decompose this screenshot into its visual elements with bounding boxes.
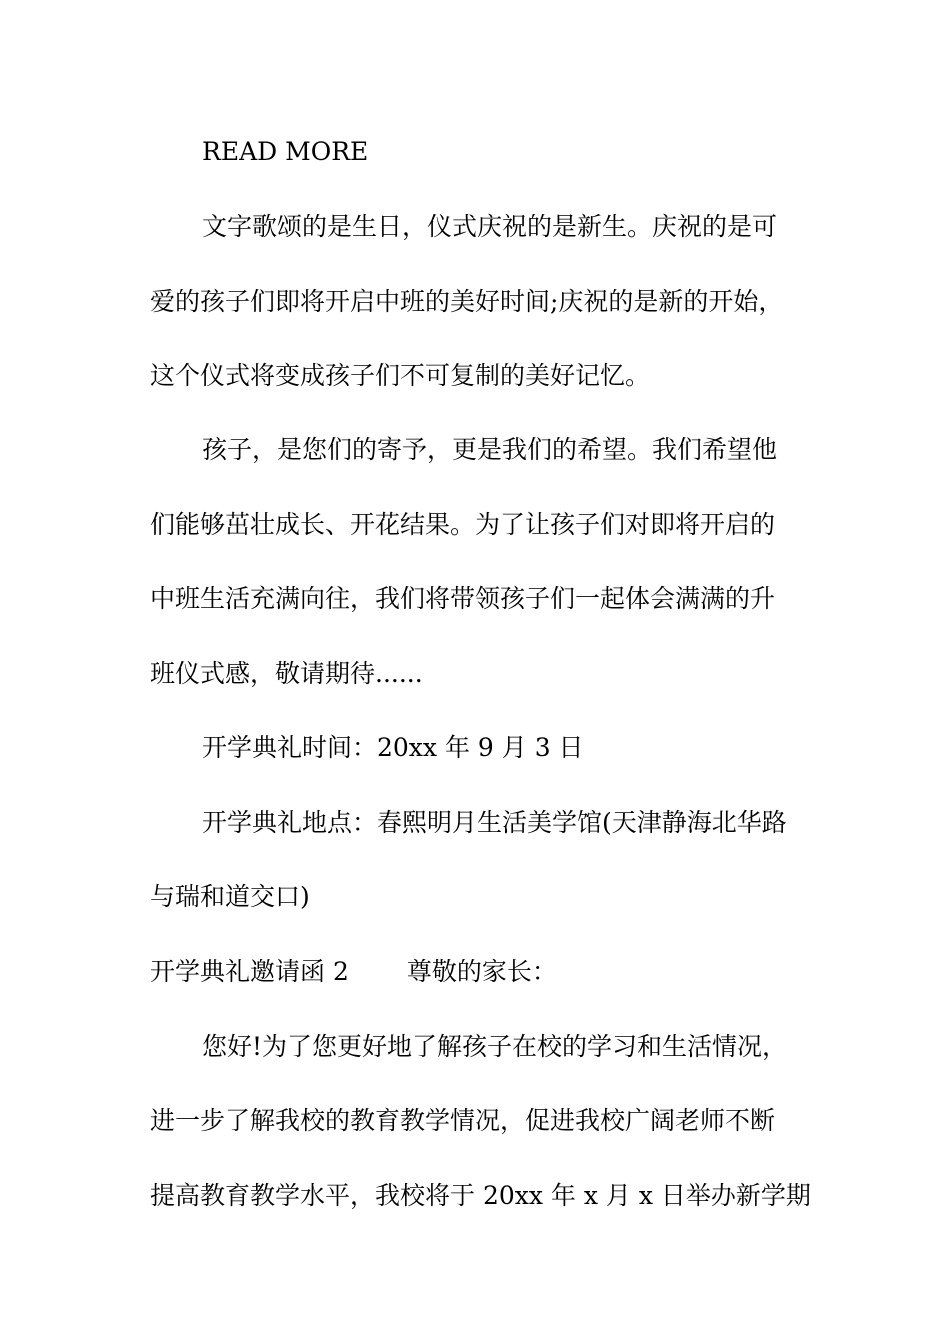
paragraph-3-line-2: 进一步了解我校的教育教学情况，促进我校广阔老师不断: [150, 1106, 776, 1135]
greeting: 尊敬的家长：: [406, 957, 557, 986]
paragraph-1-line-3: 这个仪式将变成孩子们不可复制的美好记忆。: [150, 361, 651, 390]
paragraph-2-line-4: 班仪式感，敬请期待......: [150, 659, 423, 688]
paragraph-2-line-3: 中班生活充满向往，我们将带领孩子们一起体会满满的升: [150, 584, 776, 613]
ceremony-place-line-2: 与瑞和道交口): [150, 882, 310, 911]
paragraph-3-line-1: 您好!为了您更好地了解孩子在校的学习和生活情况，: [202, 1032, 788, 1061]
read-more-text: READ MORE: [202, 137, 369, 166]
letter-2-heading: [150, 955, 557, 989]
paragraph-2-line-2: 们能够茁壮成长、开花结果。为了让孩子们对即将开启的: [150, 510, 776, 539]
ceremony-place-line-1: 开学典礼地点：春熙明月生活美学馆(天津静海北华路: [202, 808, 787, 837]
paragraph-3-line-3: 提高教育教学水平，我校将于 20xx 年 x 月 x 日举办新学期: [150, 1181, 811, 1210]
ceremony-time: 开学典礼时间：20xx 年 9 月 3 日: [202, 733, 584, 762]
paragraph-1-line-2: 爱的孩子们即将开启中班的美好时间;庆祝的是新的开始，: [150, 287, 784, 316]
paragraph-2-line-1: 孩子，是您们的寄予，更是我们的希望。我们希望他: [202, 435, 778, 464]
letter-2-title: 开学典礼邀请函 2: [150, 957, 349, 986]
paragraph-1-line-1: 文字歌颂的是生日，仪式庆祝的是新生。庆祝的是可: [202, 212, 778, 241]
